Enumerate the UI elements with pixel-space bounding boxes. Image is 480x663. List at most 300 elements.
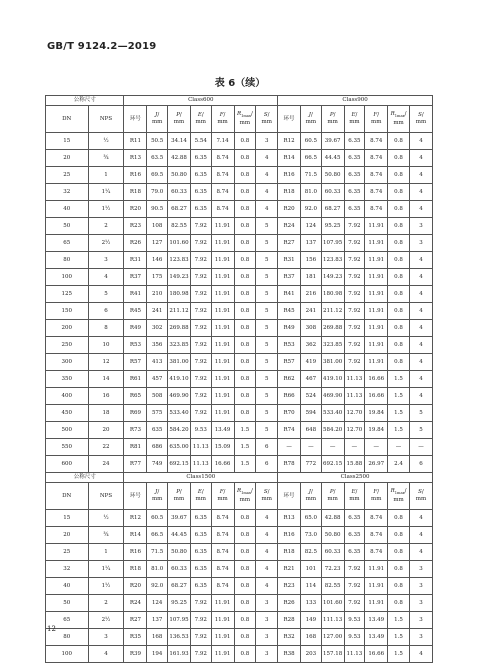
- table-cell: 323.85: [321, 337, 344, 354]
- unit-label: mm: [217, 119, 228, 125]
- dim-symbol: F: [373, 112, 378, 118]
- table-cell: 11.13: [190, 439, 211, 456]
- table-cell: 44.45: [168, 527, 191, 544]
- table-cell: 6.35: [344, 150, 365, 167]
- table-cell: 450: [46, 405, 89, 422]
- table-cell: 7.92: [344, 337, 365, 354]
- table-cell: 6.35: [344, 133, 365, 150]
- table-cell: 11.91: [211, 320, 234, 337]
- table-cell: R74: [278, 422, 301, 439]
- unit-label: mm: [173, 119, 185, 125]
- table-cell: 11.13: [190, 456, 211, 473]
- table-cell: R78: [278, 456, 301, 473]
- table-cell: —: [388, 439, 410, 456]
- table-cell: R69: [124, 405, 147, 422]
- table-cell: 6.35: [190, 578, 211, 595]
- dim-symbol: J: [308, 112, 312, 118]
- table-cell: 1: [88, 167, 124, 184]
- dim-header-s: [256, 483, 278, 510]
- table-cell: 7.92: [190, 252, 211, 269]
- table-cell: 7.92: [190, 629, 211, 646]
- table-cell: 11.91: [211, 303, 234, 320]
- table-cell: 15: [46, 133, 89, 150]
- table-cell: 5: [256, 320, 278, 337]
- table-cell: 3: [256, 612, 278, 629]
- table-cell: R24: [124, 595, 147, 612]
- table-cell: 4: [409, 184, 432, 201]
- table-cell: 1¼: [88, 561, 124, 578]
- table-cell: 550: [46, 439, 89, 456]
- table-cell: 24: [88, 456, 124, 473]
- table-cell: 0.8: [388, 286, 410, 303]
- table-cell: 66.5: [147, 527, 168, 544]
- unit-label: mm: [173, 496, 185, 502]
- table-cell: 5: [256, 235, 278, 252]
- dim-symbol: R: [390, 110, 395, 117]
- table-cell: 68.27: [321, 201, 344, 218]
- table-cell: 66.5: [301, 150, 322, 167]
- table-cell: 0.8: [234, 133, 256, 150]
- dim-symbol: P: [329, 112, 334, 118]
- dn-header: DN: [46, 106, 89, 133]
- dim-subscript: 1max: [394, 491, 405, 496]
- table-row: [46, 456, 433, 473]
- dim-header-f: [365, 483, 388, 510]
- table-cell: 0.8: [234, 218, 256, 235]
- table-cell: R73: [124, 422, 147, 439]
- table-cell: 0.8: [388, 510, 410, 527]
- table-cell: 381.00: [321, 354, 344, 371]
- table-cell: 11.13: [344, 388, 365, 405]
- table-cell: 65: [46, 612, 89, 629]
- table-cell: R16: [124, 544, 147, 561]
- table-cell: 100: [46, 646, 89, 663]
- table-cell: 168: [301, 629, 322, 646]
- dim-header-text: $R_{1max}/$ mm: [236, 110, 253, 127]
- dim-symbol: F: [219, 112, 224, 118]
- table-cell: 1.5: [388, 405, 410, 422]
- dim-symbol: R: [236, 487, 242, 494]
- table-cell: 692.15: [321, 456, 344, 473]
- table-cell: 0.8: [234, 510, 256, 527]
- table-cell: 95.25: [168, 595, 191, 612]
- dim-header-text: P/ mm: [327, 112, 338, 125]
- table-cell: R26: [124, 235, 147, 252]
- table-cell: 0.8: [234, 286, 256, 303]
- dim-header-e: [344, 483, 365, 510]
- unit-label: mm: [261, 119, 272, 125]
- table-cell: 4: [409, 354, 432, 371]
- table-cell: 3: [409, 235, 432, 252]
- table-cell: 11.13: [344, 371, 365, 388]
- table-cell: 11.91: [211, 629, 234, 646]
- table-cell: ¾: [88, 527, 124, 544]
- table-cell: 0.8: [234, 527, 256, 544]
- dim-header-j: [147, 483, 168, 510]
- table-cell: R41: [124, 286, 147, 303]
- table-cell: 11.91: [211, 235, 234, 252]
- dim-header-j: [147, 106, 168, 133]
- table-cell: 1.5: [388, 646, 410, 663]
- table-cell: 4: [409, 252, 432, 269]
- table-row: [46, 422, 433, 439]
- table-cell: 8.74: [211, 561, 234, 578]
- table-cell: 0.8: [388, 561, 410, 578]
- table-row: [46, 320, 433, 337]
- table-cell: 7.92: [344, 354, 365, 371]
- table-caption: 表 6（续）: [214, 78, 266, 89]
- table-cell: 508: [147, 388, 168, 405]
- table-cell: 0.8: [388, 218, 410, 235]
- table-cell: 7.92: [344, 218, 365, 235]
- table-cell: 11.91: [365, 269, 388, 286]
- table-cell: 73.0: [301, 527, 322, 544]
- table-cell: 6: [256, 456, 278, 473]
- dim-header-e: [344, 106, 365, 133]
- table-cell: 11.91: [365, 578, 388, 595]
- table-cell: 7.92: [190, 235, 211, 252]
- table-cell: 65: [46, 235, 89, 252]
- unit-label: mm: [151, 119, 163, 125]
- table-cell: R12: [124, 510, 147, 527]
- table-cell: R31: [278, 252, 301, 269]
- table-cell: R49: [278, 320, 301, 337]
- table-cell: 4: [256, 167, 278, 184]
- dim-header-text: S/ mm: [415, 489, 427, 502]
- table-cell: 0.8: [234, 303, 256, 320]
- table-cell: 11.91: [211, 595, 234, 612]
- table-cell: 71.5: [147, 544, 168, 561]
- table-cell: 584.20: [321, 422, 344, 439]
- table-cell: R18: [124, 561, 147, 578]
- table-cell: 7.14: [211, 133, 234, 150]
- ring-number-header: 环号: [278, 106, 301, 133]
- dim-header-f: [211, 106, 234, 133]
- table-cell: 7.92: [190, 337, 211, 354]
- table-cell: 92.0: [301, 201, 322, 218]
- table-cell: 6.35: [344, 510, 365, 527]
- table-cell: 1.5: [234, 422, 256, 439]
- table-cell: 194: [147, 646, 168, 663]
- table-cell: 5: [256, 303, 278, 320]
- table-cell: 0.8: [388, 303, 410, 320]
- table-cell: 12.70: [344, 405, 365, 422]
- table-cell: 19.84: [365, 422, 388, 439]
- column-header-row: [46, 483, 433, 510]
- table-cell: 0.8: [388, 544, 410, 561]
- table-cell: 7.92: [190, 595, 211, 612]
- unit-label: mm: [151, 496, 163, 502]
- nps-header: NPS: [88, 483, 124, 510]
- table-cell: ½: [88, 133, 124, 150]
- table-cell: 1.5: [388, 612, 410, 629]
- table-cell: 42.88: [168, 150, 191, 167]
- table-cell: 124: [301, 218, 322, 235]
- table-cell: 8.74: [365, 527, 388, 544]
- table-cell: 16: [88, 388, 124, 405]
- table-cell: 149: [301, 612, 322, 629]
- table-cell: 6.35: [344, 167, 365, 184]
- dim-header-text: S/ mm: [261, 489, 272, 502]
- table-cell: 16.66: [211, 456, 234, 473]
- table-row: [46, 544, 433, 561]
- dim-symbol: J: [308, 489, 312, 495]
- dim-header-text: $R_{1max}/$ mm: [236, 487, 253, 504]
- table-cell: 0.8: [234, 354, 256, 371]
- table-cell: 8.74: [211, 167, 234, 184]
- table-cell: 7.92: [190, 269, 211, 286]
- table-cell: 1.5: [388, 629, 410, 646]
- dim-header-j: [301, 483, 322, 510]
- table-cell: 3: [409, 578, 432, 595]
- table-cell: 32: [46, 561, 89, 578]
- unit-label: mm: [415, 496, 427, 502]
- table-cell: 16.66: [365, 646, 388, 663]
- table-cell: 32: [46, 184, 89, 201]
- dim-header-f: [365, 106, 388, 133]
- table-cell: 157.18: [321, 646, 344, 663]
- table-cell: 20: [88, 422, 124, 439]
- table-cell: 11.91: [211, 252, 234, 269]
- table-cell: 180.98: [321, 286, 344, 303]
- table-cell: 7.92: [344, 303, 365, 320]
- table-cell: 40: [46, 201, 89, 218]
- table-cell: 13.49: [211, 422, 234, 439]
- table-cell: 82.55: [168, 218, 191, 235]
- dim-header-text: J/ mm: [305, 112, 317, 125]
- table-cell: 13.49: [365, 629, 388, 646]
- table-cell: 80: [46, 252, 89, 269]
- table-cell: R21: [278, 561, 301, 578]
- table-cell: 149.23: [168, 269, 191, 286]
- table-cell: 6.35: [344, 184, 365, 201]
- table-row: [46, 354, 433, 371]
- table-cell: 356: [147, 337, 168, 354]
- table-cell: —: [278, 439, 301, 456]
- table-cell: 3: [256, 629, 278, 646]
- page-number: 12: [47, 625, 56, 633]
- table-cell: 594: [301, 405, 322, 422]
- table-cell: 168: [147, 629, 168, 646]
- table-cell: R23: [278, 578, 301, 595]
- table-cell: 4: [409, 510, 432, 527]
- table-cell: R41: [278, 286, 301, 303]
- table-cell: 7.92: [190, 405, 211, 422]
- table-cell: R61: [124, 371, 147, 388]
- table-cell: 4: [256, 150, 278, 167]
- table-cell: 8.74: [365, 184, 388, 201]
- table-cell: 0.8: [388, 337, 410, 354]
- dim-header-s: [256, 106, 278, 133]
- table-cell: 6.35: [344, 527, 365, 544]
- table-cell: 0.8: [234, 561, 256, 578]
- table-cell: 0.8: [234, 235, 256, 252]
- table-cell: 22: [88, 439, 124, 456]
- table-cell: 1½: [88, 201, 124, 218]
- table-cell: 63.5: [147, 150, 168, 167]
- dim-symbol: R: [390, 487, 395, 494]
- table-cell: R16: [124, 167, 147, 184]
- table-cell: 6.35: [190, 167, 211, 184]
- table-cell: 60.33: [168, 561, 191, 578]
- table-cell: 413: [147, 354, 168, 371]
- table-cell: 11.91: [365, 337, 388, 354]
- table-cell: 0.8: [234, 184, 256, 201]
- table-cell: 50: [46, 595, 89, 612]
- table-cell: 4: [409, 201, 432, 218]
- table-cell: —: [409, 439, 432, 456]
- table-cell: 1.5: [234, 439, 256, 456]
- dim-header-text: E/ mm: [349, 489, 360, 502]
- table-cell: 111.13: [321, 612, 344, 629]
- dim-header-r: [388, 106, 410, 133]
- table-cell: 11.91: [365, 354, 388, 371]
- table-cell: 44.45: [321, 150, 344, 167]
- table-row: [46, 184, 433, 201]
- table-cell: 107.95: [321, 235, 344, 252]
- table-cell: 3: [256, 133, 278, 150]
- table-cell: R12: [278, 133, 301, 150]
- table-row: [46, 286, 433, 303]
- unit-label: mm: [349, 496, 360, 502]
- table-cell: 4: [409, 303, 432, 320]
- table-row: [46, 371, 433, 388]
- dim-header-p: [168, 106, 191, 133]
- table-cell: R20: [278, 201, 301, 218]
- table-row: [46, 337, 433, 354]
- table-cell: 7.92: [190, 612, 211, 629]
- table-cell: 0.8: [234, 371, 256, 388]
- table-cell: 7.92: [344, 561, 365, 578]
- table-cell: 4: [88, 646, 124, 663]
- table-cell: 101.60: [321, 595, 344, 612]
- table-cell: R57: [124, 354, 147, 371]
- table-cell: 5: [256, 286, 278, 303]
- table-cell: 4: [256, 544, 278, 561]
- table-cell: 25: [46, 167, 89, 184]
- ring-number-header: 环号: [278, 483, 301, 510]
- table-cell: 4: [256, 201, 278, 218]
- unit-label: mm: [217, 496, 228, 502]
- dim-symbol: S: [418, 112, 422, 118]
- table-cell: R45: [278, 303, 301, 320]
- dim-symbol: E: [197, 489, 202, 495]
- dim-header-s: [409, 483, 432, 510]
- table-cell: 0.8: [234, 578, 256, 595]
- table-cell: 127.00: [321, 629, 344, 646]
- table-cell: 575: [147, 405, 168, 422]
- table-cell: 8.74: [211, 527, 234, 544]
- table-cell: R31: [124, 252, 147, 269]
- table-cell: 82.55: [321, 578, 344, 595]
- table-cell: 7.92: [344, 269, 365, 286]
- table-row: [46, 612, 433, 629]
- ring-dimension-table: [45, 95, 433, 663]
- table-cell: —: [344, 439, 365, 456]
- table-cell: 8.74: [365, 201, 388, 218]
- table-cell: 65.0: [301, 510, 322, 527]
- dim-header-text: P/ mm: [173, 489, 185, 502]
- dim-subscript: 1max: [241, 114, 251, 119]
- table-cell: 8.74: [211, 150, 234, 167]
- dim-symbol: P: [176, 112, 180, 118]
- unit-label: mm: [393, 120, 404, 127]
- table-cell: 0.8: [234, 595, 256, 612]
- table-cell: 25: [46, 544, 89, 561]
- dim-header-text: F/ mm: [371, 112, 382, 125]
- table-cell: 68.27: [168, 578, 191, 595]
- table-row: [46, 405, 433, 422]
- dim-header-text: J/ mm: [151, 489, 163, 502]
- table-cell: 8.74: [211, 201, 234, 218]
- page-header: GB/T 9124.2—2019: [47, 41, 157, 52]
- table-cell: 7.92: [344, 235, 365, 252]
- dim-header-text: F/ mm: [371, 489, 382, 502]
- table-cell: 469.90: [321, 388, 344, 405]
- dim-header-text: J/ mm: [305, 489, 317, 502]
- table-cell: R18: [278, 184, 301, 201]
- table-cell: 0.8: [234, 167, 256, 184]
- table-cell: 3: [409, 595, 432, 612]
- table-cell: 0.8: [234, 320, 256, 337]
- table-cell: 210: [147, 286, 168, 303]
- table-cell: R23: [124, 218, 147, 235]
- table-cell: 4: [256, 184, 278, 201]
- table-cell: 39.67: [168, 510, 191, 527]
- table-cell: 50.5: [147, 133, 168, 150]
- table-cell: 81.0: [301, 184, 322, 201]
- table-cell: 20: [46, 150, 89, 167]
- table-cell: 0.8: [234, 388, 256, 405]
- table-cell: 3: [88, 629, 124, 646]
- table-cell: 8.74: [365, 544, 388, 561]
- table-cell: R49: [124, 320, 147, 337]
- table-cell: 7.92: [190, 303, 211, 320]
- table-cell: 82.5: [301, 544, 322, 561]
- table-cell: R26: [278, 595, 301, 612]
- table-cell: 323.85: [168, 337, 191, 354]
- class-right-label: Class900: [278, 96, 433, 106]
- unit-label: mm: [195, 119, 206, 125]
- table-cell: 11.91: [365, 252, 388, 269]
- table-cell: 8.74: [365, 133, 388, 150]
- table-cell: 20: [46, 527, 89, 544]
- unit-label: mm: [239, 497, 251, 504]
- dim-header-text: P/ mm: [327, 489, 338, 502]
- table-cell: 5: [256, 405, 278, 422]
- table-cell: 60.33: [321, 544, 344, 561]
- table-cell: 7.92: [190, 388, 211, 405]
- table-cell: 4: [409, 371, 432, 388]
- table-cell: 114: [301, 578, 322, 595]
- table-cell: 7.92: [344, 320, 365, 337]
- dim-symbol: S: [263, 489, 268, 495]
- table-cell: R53: [124, 337, 147, 354]
- table-cell: 11.91: [211, 218, 234, 235]
- table-cell: 90.5: [147, 201, 168, 218]
- unit-label: mm: [371, 119, 382, 125]
- table-cell: 0.8: [234, 646, 256, 663]
- table-cell: 772: [301, 456, 322, 473]
- table-cell: 4: [256, 578, 278, 595]
- table-cell: 5: [256, 388, 278, 405]
- table-cell: 749: [147, 456, 168, 473]
- table-cell: R62: [278, 371, 301, 388]
- table-cell: 8.74: [211, 544, 234, 561]
- table-cell: 7.92: [190, 371, 211, 388]
- table-cell: ¾: [88, 150, 124, 167]
- table-cell: 15: [46, 510, 89, 527]
